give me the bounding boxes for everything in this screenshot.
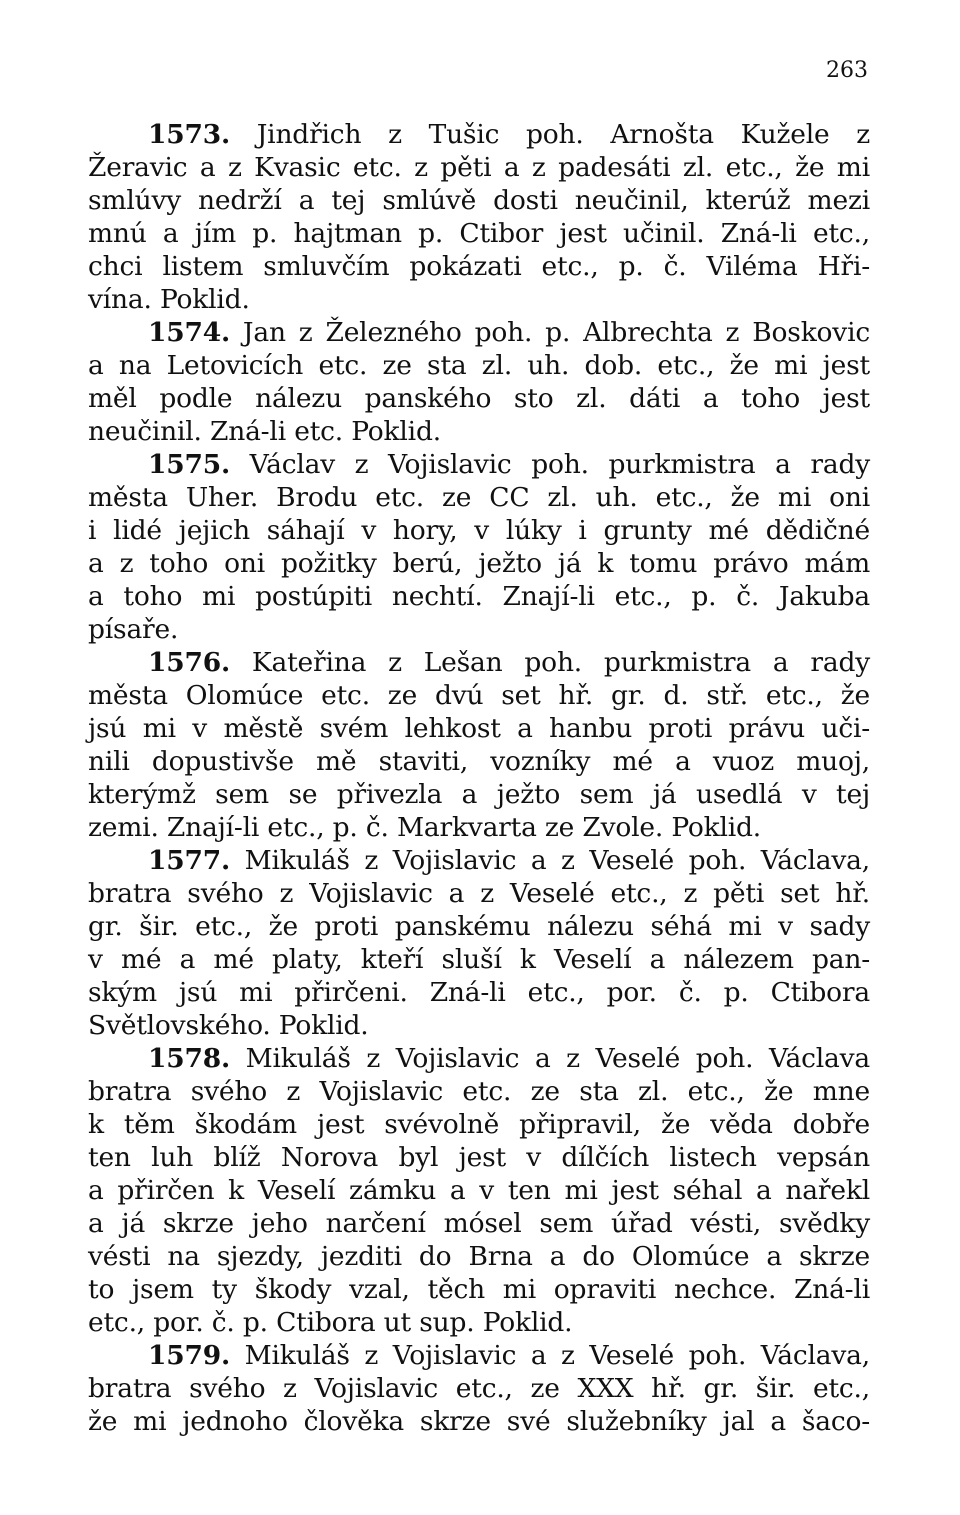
text-line: města Olomúce etc. ze dvú set hř. gr. d. stř. etc., že	[88, 680, 870, 711]
text-line: zemi. Znají-li etc., p. č. Markvarta ze Zvole. Poklid.	[88, 812, 762, 843]
text-line: jsú mi v městě svém lehkost a hanbu proti právu uči-	[88, 713, 870, 744]
entry-1579	[88, 1339, 870, 1438]
text-line: Žeravic a z Kvasic etc. z pěti a z padesáti zl. etc., že mi	[88, 152, 870, 183]
document-body	[88, 118, 870, 1438]
text-line: a na Letovicích etc. ze sta zl. uh. dob. etc., že mi jest	[88, 350, 870, 381]
entry-1578	[88, 1042, 870, 1339]
entry-number: 1573.	[148, 119, 230, 150]
text-line: i lidé jejich sáhají v hory, v lúky i grunty mé dědičné	[88, 515, 870, 546]
text-line: etc., por. č. p. Ctibora ut sup. Poklid.	[88, 1307, 573, 1338]
text-line: bratra svého z Vojislavic etc. ze sta zl. etc., že mne	[88, 1076, 870, 1107]
text-line: v mé a mé platy, kteří sluší k Veselí a nálezem pan-	[88, 944, 870, 975]
entry-1577	[88, 844, 870, 1042]
text-line: bratra svého z Vojislavic etc., ze XXX hř. gr. šir. etc.,	[88, 1373, 870, 1404]
text-line: Světlovského. Poklid.	[88, 1010, 369, 1041]
text-line: bratra svého z Vojislavic a z Veselé etc., z pěti set hř.	[88, 878, 870, 909]
text-line: k těm škodám jest svévolně připravil, že věda dobře	[88, 1109, 870, 1140]
text-line: to jsem ty škody vzal, těch mi opraviti nechce. Zná-li	[88, 1274, 870, 1305]
text-line: měl podle nálezu panského sto zl. dáti a toho jest	[88, 383, 870, 414]
text-line: chci listem smluvčím pokázati etc., p. č. Viléma Hři-	[88, 251, 870, 282]
entry-number: 1575.	[148, 449, 230, 480]
text-line: a z toho oni požitky berú, ježto já k tomu právo mám	[88, 548, 870, 579]
text-line: 1576. Kateřina z Lešan poh. purkmistra a rady	[148, 647, 870, 678]
entry-number: 1578.	[148, 1043, 230, 1074]
text-line: 1577. Mikuláš z Vojislavic a z Veselé poh. Václava,	[148, 845, 870, 876]
entry-number: 1579.	[148, 1340, 230, 1371]
text-line: gr. šir. etc., že proti panskému nálezu séhá mi v sady	[88, 911, 870, 942]
text-line: 1579. Mikuláš z Vojislavic a z Veselé poh. Václava,	[148, 1340, 870, 1371]
text-line: kterýmž sem se přivezla a ježto sem já usedlá v tej	[88, 779, 870, 810]
text-line: 1573. Jindřich z Tušic poh. Arnošta Kužele z	[148, 119, 870, 150]
entry-1574	[88, 316, 870, 448]
text-line: 1574. Jan z Železného poh. p. Albrechta z Boskovic	[148, 317, 870, 348]
text-line: ským jsú mi přirčeni. Zná-li etc., por. č. p. Ctibora	[88, 977, 870, 1008]
entry-number: 1577.	[148, 845, 230, 876]
text-line: ten luh blíž Norova byl jest v dílčích listech vepsán	[88, 1142, 870, 1173]
text-line: nili dopustivše mě staviti, vozníky mé a vuoz muoj,	[88, 746, 870, 777]
entry-1573	[88, 118, 870, 316]
text-line: 1578. Mikuláš z Vojislavic a z Veselé poh. Václava	[148, 1043, 870, 1074]
text-line: mnú a jím p. hajtman p. Ctibor jest učinil. Zná-li etc.,	[88, 218, 870, 249]
text-line: a přirčen k Veselí zámku a v ten mi jest séhal a nařekl	[88, 1175, 870, 1206]
text-line: 1575. Václav z Vojislavic poh. purkmistra a rady	[148, 449, 870, 480]
text-line: vésti na sjezdy, jezditi do Brna a do Olomúce a skrze	[88, 1241, 870, 1272]
page-number: 263	[826, 58, 868, 83]
text-line: písaře.	[88, 614, 179, 645]
entry-number: 1574.	[148, 317, 230, 348]
entry-1576	[88, 646, 870, 844]
text-line: a já skrze jeho narčení mósel sem úřad vésti, svědky	[88, 1208, 870, 1239]
entry-1575	[88, 448, 870, 646]
text-line: města Uher. Brodu etc. ze CC zl. uh. etc., že mi oni	[88, 482, 870, 513]
text-line: že mi jednoho člověka skrze své služebníky jal a šaco-	[88, 1406, 870, 1437]
text-line: a toho mi postúpiti nechtí. Znají-li etc., p. č. Jakuba	[88, 581, 870, 612]
text-line: smlúvy nedrží a tej smlúvě dosti neučinil, kterúž mezi	[88, 185, 870, 216]
text-line: vína. Poklid.	[88, 284, 250, 315]
text-line: neučinil. Zná-li etc. Poklid.	[88, 416, 441, 447]
entry-number: 1576.	[148, 647, 230, 678]
